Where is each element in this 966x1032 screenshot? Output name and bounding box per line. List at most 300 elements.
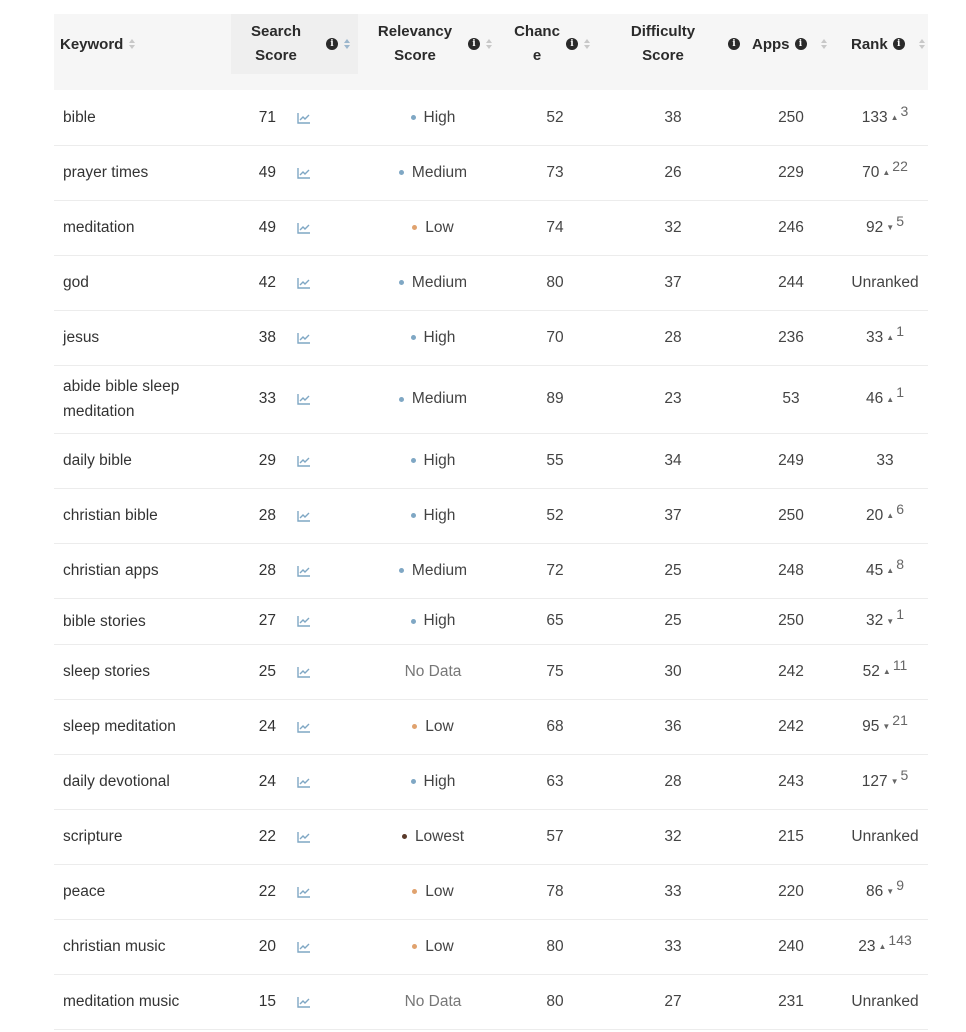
header-difficulty-line2: Score (642, 47, 684, 64)
info-icon[interactable]: i (468, 38, 480, 50)
table-row[interactable] (54, 919, 928, 975)
chance-cell (524, 598, 586, 644)
rank-value: Unranked (851, 827, 919, 845)
rank-change-value: 9 (896, 876, 904, 893)
rank-change-value: 1 (896, 384, 904, 400)
chance-value: 52 (546, 108, 564, 126)
header-relevancy-score[interactable] (370, 14, 502, 74)
relevancy-dot-icon (411, 513, 416, 518)
header-search-score-label (244, 20, 308, 68)
chart-icon[interactable] (297, 488, 313, 543)
rank-cell (842, 919, 928, 974)
header-chance-label (508, 20, 566, 68)
rank-value: 32 (866, 612, 884, 629)
keyword-cell[interactable] (63, 145, 223, 200)
keyword-text[interactable]: sleep meditation (63, 718, 176, 735)
relevancy-label: No Data (404, 992, 462, 1010)
keyword-text[interactable]: sleep stories (63, 663, 151, 680)
relevancy-label: High (423, 451, 456, 469)
relevancy-cell (358, 919, 508, 974)
apps-value: 240 (778, 937, 804, 955)
search-score-value: 28 (258, 506, 276, 524)
apps-cell (760, 754, 822, 809)
table-row[interactable] (54, 974, 928, 1030)
keyword-cell[interactable] (63, 974, 223, 1029)
difficulty-value: 23 (664, 390, 682, 407)
relevancy-cell (358, 754, 508, 809)
keyword-cell[interactable] (63, 543, 223, 598)
header-apps-label: Apps (752, 35, 790, 53)
apps-cell (760, 145, 822, 200)
relevancy-cell (358, 255, 508, 310)
keyword-text[interactable]: abide bible sleep meditation (63, 378, 180, 420)
difficulty-cell (642, 919, 704, 974)
chance-cell (524, 699, 586, 754)
keyword-cell[interactable] (63, 864, 223, 919)
relevancy-dot-icon (411, 619, 416, 624)
rank-up-icon: ▲ (886, 566, 895, 575)
search-score-value: 49 (258, 163, 276, 181)
difficulty-value: 38 (664, 108, 682, 126)
difficulty-cell (642, 488, 704, 543)
relevancy-cell (358, 145, 508, 200)
rank-change-value: 5 (900, 766, 909, 783)
chance-value: 74 (546, 218, 564, 236)
rank-value: 23 (858, 937, 876, 955)
apps-value: 250 (778, 506, 804, 524)
difficulty-cell (642, 809, 704, 864)
chart-icon[interactable] (297, 90, 313, 145)
search-score-value: 42 (258, 273, 276, 291)
search-score-value: 22 (258, 882, 276, 900)
relevancy-label: Medium (411, 390, 468, 407)
keyword-cell[interactable] (63, 90, 223, 145)
keyword-text[interactable]: god (63, 274, 89, 291)
header-search-score[interactable] (244, 14, 356, 74)
chance-cell (524, 145, 586, 200)
keyword-text[interactable]: meditation (63, 219, 135, 236)
difficulty-cell (642, 145, 704, 200)
header-difficulty-label (620, 20, 706, 68)
difficulty-cell (642, 255, 704, 310)
apps-value: 250 (778, 108, 804, 126)
rank-up-icon: ▲ (882, 168, 891, 177)
chance-cell (524, 919, 586, 974)
apps-value: 229 (778, 163, 804, 181)
header-chance-line2: e (532, 47, 542, 64)
rank-value: 86 (866, 882, 884, 900)
table-header (54, 14, 928, 74)
rank-down-icon: ▼ (890, 777, 899, 786)
relevancy-dot-icon (411, 779, 416, 784)
keyword-text[interactable]: jesus (63, 329, 100, 346)
rank-up-icon: ▲ (886, 394, 895, 404)
keyword-text[interactable]: christian bible (63, 507, 158, 524)
rank-cell (842, 699, 928, 754)
rank-value: 46 (866, 390, 884, 407)
apps-value: 236 (778, 328, 804, 346)
keyword-cell[interactable] (63, 598, 223, 644)
chance-value: 57 (546, 827, 564, 845)
keyword-cell[interactable] (63, 754, 223, 809)
rank-change-value: 1 (896, 322, 904, 339)
difficulty-value: 37 (664, 506, 682, 524)
chart-icon[interactable] (297, 145, 313, 200)
sort-icon[interactable] (127, 39, 137, 49)
rank-value: 92 (866, 218, 884, 236)
table-row[interactable] (54, 754, 928, 810)
header-keyword-label: Keyword (60, 35, 124, 53)
rank-value: 133 (861, 108, 888, 126)
relevancy-label: High (423, 772, 456, 790)
search-score-value: 27 (258, 612, 276, 629)
sort-icon[interactable] (484, 39, 494, 49)
apps-value: 250 (778, 612, 804, 629)
chance-cell (524, 200, 586, 255)
chance-cell (524, 90, 586, 145)
apps-cell (760, 809, 822, 864)
keyword-cell[interactable] (63, 365, 223, 433)
keyword-text[interactable]: bible stories (63, 612, 146, 630)
difficulty-cell (642, 310, 704, 365)
info-icon[interactable]: i (795, 38, 807, 50)
sort-icon[interactable] (917, 39, 927, 49)
rank-value: 33 (876, 451, 894, 469)
relevancy-cell (358, 699, 508, 754)
keyword-cell[interactable] (63, 919, 223, 974)
keyword-cell[interactable] (63, 644, 223, 699)
table-row[interactable] (54, 809, 928, 865)
rank-change-value: 5 (896, 212, 904, 229)
relevancy-label: Medium (411, 273, 468, 291)
relevancy-label: Medium (411, 561, 468, 579)
rank-change-value: 21 (892, 711, 908, 728)
chart-icon[interactable] (297, 919, 313, 974)
relevancy-label: Low (425, 717, 454, 735)
apps-value: 244 (778, 273, 804, 291)
chance-value: 78 (546, 882, 564, 900)
info-icon[interactable]: i (566, 38, 578, 50)
difficulty-cell (642, 543, 704, 598)
rank-cell (842, 864, 928, 919)
keyword-text[interactable]: christian apps (63, 562, 159, 579)
chance-value: 65 (546, 612, 564, 629)
rank-cell (842, 310, 928, 365)
table-row[interactable] (54, 864, 928, 920)
chance-cell (524, 488, 586, 543)
rank-change-value: 6 (896, 500, 904, 517)
rank-value: Unranked (851, 273, 919, 291)
relevancy-dot-icon (399, 280, 404, 285)
keyword-cell[interactable] (63, 699, 223, 754)
keyword-text[interactable]: daily bible (63, 452, 132, 469)
table-row[interactable] (54, 488, 928, 544)
apps-value: 215 (778, 827, 804, 845)
sort-icon[interactable] (582, 39, 592, 49)
chart-icon[interactable] (297, 200, 313, 255)
rank-cell (842, 754, 928, 809)
relevancy-cell (358, 644, 508, 699)
header-search-score-line2: Score (255, 47, 297, 64)
relevancy-label: Low (425, 218, 454, 236)
table-row[interactable] (54, 145, 928, 201)
difficulty-value: 33 (664, 937, 682, 955)
difficulty-value: 26 (664, 163, 682, 181)
apps-cell (760, 699, 822, 754)
apps-value: 220 (778, 882, 804, 900)
apps-value: 242 (778, 717, 804, 735)
difficulty-cell (642, 644, 704, 699)
chance-cell (524, 809, 586, 864)
chance-cell (524, 433, 586, 488)
relevancy-label: Medium (411, 163, 468, 181)
sort-icon[interactable] (342, 39, 352, 49)
relevancy-dot-icon (411, 335, 416, 340)
rank-cell (842, 200, 928, 255)
chart-icon[interactable] (297, 598, 313, 644)
header-chance[interactable] (508, 14, 600, 74)
search-score-value: 28 (258, 561, 276, 579)
table-row[interactable] (54, 90, 928, 146)
difficulty-value: 27 (664, 992, 682, 1010)
chance-value: 73 (546, 163, 564, 181)
rank-cell (842, 543, 928, 598)
relevancy-cell (358, 365, 508, 433)
info-icon[interactable]: i (326, 38, 338, 50)
difficulty-value: 32 (664, 827, 682, 845)
chance-value: 89 (546, 390, 564, 407)
keyword-cell[interactable] (63, 433, 223, 488)
relevancy-label: High (423, 108, 456, 126)
relevancy-label: No Data (404, 662, 462, 680)
header-difficulty-line1: Difficulty (630, 23, 696, 40)
apps-cell (760, 365, 822, 433)
apps-cell (760, 433, 822, 488)
chance-cell (524, 754, 586, 809)
rank-cell (842, 90, 928, 145)
rank-value: 45 (866, 561, 884, 579)
rank-cell (842, 809, 928, 864)
relevancy-dot-icon (412, 724, 417, 729)
chart-icon[interactable] (297, 864, 313, 919)
rank-up-icon: ▲ (878, 942, 887, 951)
relevancy-cell (358, 809, 508, 864)
sort-icon[interactable] (819, 39, 829, 49)
header-spacer (54, 74, 928, 90)
difficulty-value: 34 (664, 451, 682, 469)
chance-cell (524, 255, 586, 310)
apps-cell (760, 864, 822, 919)
rank-up-icon: ▲ (882, 667, 891, 676)
search-score-value: 24 (258, 772, 276, 790)
relevancy-cell (358, 488, 508, 543)
chance-value: 80 (546, 937, 564, 955)
relevancy-label: Lowest (414, 827, 465, 845)
keyword-cell[interactable] (63, 310, 223, 365)
relevancy-cell (358, 200, 508, 255)
apps-value: 231 (778, 992, 804, 1010)
chart-icon[interactable] (297, 809, 313, 864)
relevancy-dot-icon (412, 889, 417, 894)
keyword-cell[interactable] (63, 488, 223, 543)
chance-value: 68 (546, 717, 564, 735)
difficulty-cell (642, 598, 704, 644)
rank-value: 70 (862, 163, 880, 181)
rank-cell (842, 365, 928, 433)
keyword-text[interactable]: christian music (63, 938, 166, 955)
table-row[interactable] (54, 644, 928, 700)
search-score-value: 15 (258, 992, 276, 1010)
relevancy-dot-icon (411, 458, 416, 463)
keyword-cell[interactable] (63, 200, 223, 255)
header-relevancy-line1: Relevancy (377, 23, 453, 40)
keyword-cell[interactable] (63, 255, 223, 310)
keyword-cell[interactable] (63, 809, 223, 864)
chance-value: 55 (546, 451, 564, 469)
apps-cell (760, 90, 822, 145)
chance-value: 80 (546, 273, 564, 291)
relevancy-label: Low (425, 937, 454, 955)
table-row[interactable] (54, 543, 928, 599)
rank-down-icon: ▼ (882, 722, 891, 731)
difficulty-value: 37 (664, 273, 682, 291)
difficulty-cell (642, 974, 704, 1029)
apps-value: 248 (778, 561, 804, 579)
apps-cell (760, 919, 822, 974)
chance-value: 52 (546, 506, 564, 524)
header-chance-line1: Chanc (514, 23, 560, 40)
search-score-value: 25 (258, 662, 276, 680)
chart-icon[interactable] (297, 433, 313, 488)
difficulty-value: 30 (664, 662, 682, 680)
rank-cell (842, 145, 928, 200)
info-icon[interactable]: i (893, 38, 905, 50)
search-score-value: 24 (258, 717, 276, 735)
table-row[interactable] (54, 598, 928, 645)
relevancy-cell (358, 543, 508, 598)
keyword-text[interactable]: bible (63, 109, 96, 126)
rank-value: 20 (866, 506, 884, 524)
difficulty-value: 25 (664, 561, 682, 579)
header-search-score-line1: Search (250, 23, 302, 40)
search-score-value: 71 (258, 108, 276, 126)
apps-cell (760, 310, 822, 365)
rank-cell (842, 433, 928, 488)
apps-value: 53 (782, 390, 800, 407)
apps-cell (760, 974, 822, 1029)
difficulty-cell (642, 699, 704, 754)
table-row[interactable] (54, 433, 928, 489)
rank-change-value: 8 (896, 555, 904, 572)
difficulty-cell (642, 90, 704, 145)
apps-value: 246 (778, 218, 804, 236)
rank-cell (842, 255, 928, 310)
info-icon[interactable]: i (728, 38, 740, 50)
relevancy-dot-icon (399, 568, 404, 573)
chance-value: 80 (546, 992, 564, 1010)
table-row[interactable] (54, 365, 928, 434)
keyword-text[interactable]: peace (63, 883, 106, 900)
relevancy-dot-icon (412, 944, 417, 949)
rank-cell (842, 598, 928, 644)
header-relevancy-line2: Score (394, 47, 436, 64)
keyword-text[interactable]: meditation music (63, 993, 180, 1010)
relevancy-cell (358, 310, 508, 365)
rank-value: 33 (866, 328, 884, 346)
difficulty-cell (642, 200, 704, 255)
relevancy-dot-icon (402, 834, 407, 839)
table-row[interactable] (54, 699, 928, 755)
keyword-table (54, 14, 928, 1010)
search-score-value: 22 (258, 827, 276, 845)
difficulty-value: 25 (664, 612, 682, 629)
chart-icon[interactable] (297, 699, 313, 754)
search-score-value: 29 (258, 451, 276, 469)
relevancy-dot-icon (412, 225, 417, 230)
difficulty-cell (642, 864, 704, 919)
chart-icon[interactable] (297, 365, 313, 433)
rank-cell (842, 974, 928, 1029)
chart-icon[interactable] (297, 255, 313, 310)
chart-icon[interactable] (297, 754, 313, 809)
keyword-text[interactable]: prayer times (63, 164, 149, 181)
relevancy-cell (358, 90, 508, 145)
apps-cell (760, 543, 822, 598)
keyword-text[interactable]: daily devotional (63, 773, 170, 790)
search-score-value: 49 (258, 218, 276, 236)
rank-up-icon: ▲ (890, 113, 899, 122)
rank-down-icon: ▼ (886, 223, 895, 232)
header-apps[interactable] (752, 14, 842, 74)
apps-cell (760, 255, 822, 310)
chance-cell (524, 974, 586, 1029)
rank-change-value: 3 (900, 102, 909, 119)
chart-icon[interactable] (297, 974, 313, 1029)
chance-cell (524, 543, 586, 598)
rank-change-value: 1 (896, 606, 904, 622)
table-row[interactable] (54, 200, 928, 256)
rank-change-value: 143 (888, 931, 912, 948)
chance-cell (524, 310, 586, 365)
chart-icon[interactable] (297, 644, 313, 699)
chance-value: 72 (546, 561, 564, 579)
relevancy-cell (358, 864, 508, 919)
difficulty-value: 28 (664, 772, 682, 790)
difficulty-value: 32 (664, 218, 682, 236)
chart-icon[interactable] (297, 310, 313, 365)
difficulty-value: 33 (664, 882, 682, 900)
difficulty-cell (642, 433, 704, 488)
apps-value: 249 (778, 451, 804, 469)
header-rank[interactable] (851, 14, 931, 74)
keyword-text[interactable]: scripture (63, 828, 123, 845)
table-row[interactable] (54, 255, 928, 311)
header-difficulty-score[interactable] (620, 14, 742, 74)
header-relevancy-label (370, 20, 460, 68)
rank-down-icon: ▼ (886, 616, 895, 626)
rank-value: 127 (861, 772, 888, 790)
header-keyword[interactable] (60, 14, 150, 74)
chance-cell (524, 864, 586, 919)
rank-value: Unranked (851, 992, 919, 1010)
chart-icon[interactable] (297, 543, 313, 598)
difficulty-value: 28 (664, 328, 682, 346)
difficulty-value: 36 (664, 717, 682, 735)
apps-cell (760, 488, 822, 543)
table-row[interactable] (54, 310, 928, 366)
search-score-value: 38 (258, 328, 276, 346)
relevancy-dot-icon (399, 397, 404, 402)
